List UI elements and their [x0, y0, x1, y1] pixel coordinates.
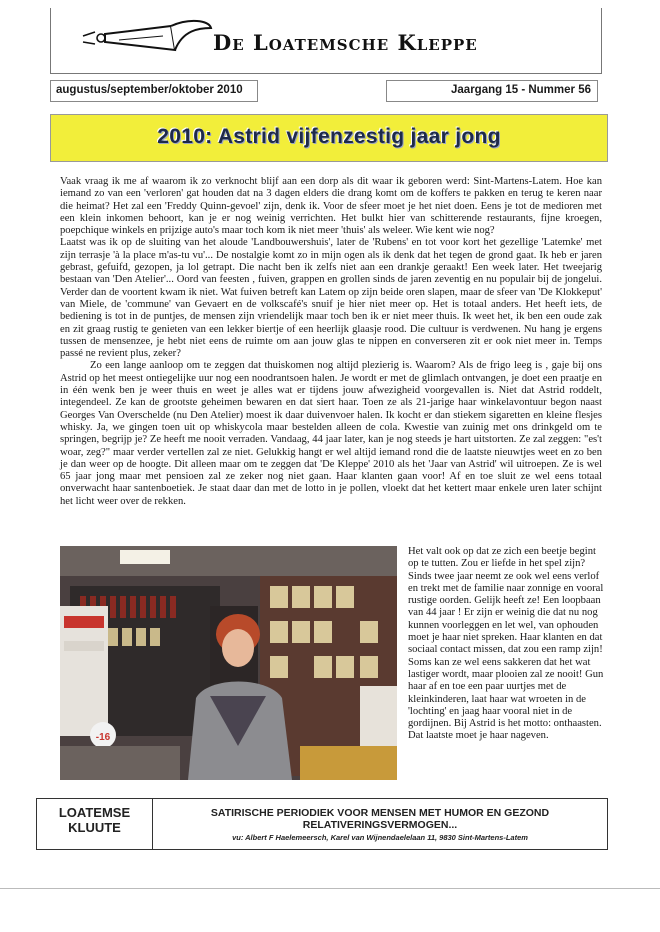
article-paragraph: Laatst was ik op de sluiting van het aloude 'Landbouwershuis', later de 'Rubens' en tot voor kort het gezellige 'Latemke' met zijn terrasje 'à la place m'as-tu vu'... De nostalgie komt zo in mijn ogen als ik denk dat het tegen de grond gaat. Ik heb er jaren gebrast, gefuifd, gezopen, ja lol getrapt. Die nacht ben ik zelfs niet aan een drankje geraakt! Een week later. Het tweejarig bestaan van 'Den Atelier'... Oord van feesten , fuiven, grappen en grollen sinds de jaren zeventig en nu populair bij de jongelui. Verder dan de voortent kwam ik niet. Wat fuiven betreft kan Latem op zijn beide oren slapen, maar de sfeer van 'De Klokkeput' van Miele, de 'commune' van Gevaert en de volkscafé's snuif je hier niet meer op. Het is totaal anders. Het heeft iets, de bediening is tot in de puntjes, de mensen zijn vriendelijk maar toch ben ik er niet meer thuis. Ik weet het, ik ben een oude zak en zit graag rustig te genieten van een lekker biertje of een heerlijk glaasje rood. Die cultuur is verdwenen. Nu hang je ergens tussen de mensenzee, je hebt niet eens de ruimte om aan jouw glas te nippen en converseren zit er ook niet meer in. Temps passé ne revient plus, zeker?	[60, 237, 602, 360]
shop-photo-illustration	[60, 546, 397, 780]
page-divider	[0, 888, 660, 889]
price-sticker: -16	[95, 732, 111, 743]
footer-address: vu: Albert F Haelemeersch, Karel van Wijnendaelelaan 11, 9830 Sint-Martens-Latem	[232, 833, 528, 842]
footer-slogan	[153, 807, 607, 831]
trumpet-icon	[79, 14, 219, 60]
footer-slogan-line1: SATIRISCHE PERIODIEK VOOR MENSEN MET HUMOR EN GEZOND	[210, 807, 550, 819]
issue-volume: Jaargang 15 - Nummer 56	[386, 80, 598, 102]
side-column: Het valt ook op dat ze zich een beetje begint op te tutten. Zou er liefde in het spel zijn? Sinds twee jaar neemt ze ook wel eens verlof en trekt met de familie naar zonnige en vooral rustige oorden. Gelijk heeft ze! Een loopbaan van 44 jaar ! Er zijn er weinig die dat nu nog kunnen voorleggen en let wel, van ophouden moet je haar niet spreken. Haar klanten en dat sociaal contact missen, dat zou een ramp zijn! Soms kan ze wel eens sakkeren dat het wat lastiger wordt, maar plooien zal ze nooit! Gun haar af en toe een paar uurtjes met de kleinkinderen, laat haar wat wroeten in de 'lochting' en jaag haar vooral niet in de gordijnen. Bij Astrid is het motto: onthaasten. Dat laatste moet je haar nageven.	[408, 546, 604, 742]
footer-info	[153, 798, 608, 850]
masthead-title: De Loatemsche Kleppe	[213, 30, 478, 55]
footer-brand-line1: LOATEMSE	[58, 805, 131, 820]
article-paragraph: Zo een lange aanloop om te zeggen dat thuiskomen nog altijd plezierig is. Waarom? Als de frigo leeg is , gaje bij ons Astrid op het meest ontiegelijke uur nog een noodrantsoen halen. Je wordt er met de glimlach ontvangen, je doet een praatje en in één wenk ben je weer thuis en weet je alles wat er tijdens jouw afwezigheid voorgevallen is. Niet dat Astrid roddelt, integendeel. Ze kan de grootste geheimen bewaren en dat siert haar. Toen ze als 21-jarige haar winkelavontuur begon naast Georges Van Overschelde (nu Den Atelier) moest ik daar duivenvoer halen. Ik kocht er dan stiekem sigaretten en kleine flesjes whisky. Ja, we gingen toen uit op whiskycola maar bestelden alleen de cola. Kwestie van zuinig met ons drinkgeld om te springen, begrijp je? Ze heeft me nooit verraden. Vandaag, 44 jaar later, kan je nog steeds je hart uitstorten. Ze zal zeggen: "es't woar, zeg?" maar verder vertellen zal ze niet. Gelukkig hangt er wel altijd iemand rond die de laatste nieuwtjes weet en zo ben je dan weer op de hoogte. Dit alleen maar om te zeggen dat 'De Kleppe' 2010 als het 'Jaar van Astrid' wil uitroepen. Ze is wel 65 jaar jong maar met pensioen zal ze zeker nog niet gaan. Haar klanten gaan voor! Af en toe sluit ze wel eens totaal onverwacht haar santenboetiek. Je staat daar dan met de lotto in je pollen, vloekt dat het kettert maar enkele uren later schijnt het licht weer over de rekken.	[60, 360, 602, 507]
masthead	[50, 8, 602, 74]
footer-slogan-line2: RELATIVERINGSVERMOGEN...	[302, 819, 458, 831]
footer-brand-line2: KLUUTE	[68, 820, 121, 835]
headline: 2010: Astrid vijfenzestig jaar jong	[157, 125, 501, 148]
shop-photo	[60, 546, 397, 780]
issue-period: augustus/september/oktober 2010	[50, 80, 258, 102]
article-body	[60, 176, 602, 508]
article-paragraph: Vaak vraag ik me af waarom ik zo verknocht blijf aan een dorp als dit waar ik geboren werd: Sint-Martens-Latem. Hoe kan iemand zo van een 'verloren' gat houden dat na 3 dagen elders die drang komt om de koffers te pakken en terug te keren naar die heimat? Het zal een 'Freddy Quinn-gevoel' zijn, denk ik. Voor de sfeer moet je het niet doen. Eens je tot de medioren met een klein inkomen behoort, kan je er nog weinig verrichten. Het bulkt hier van schitterende restaurants, fijne kroegen, poepchique winkels en prijzige auto's maar toch kom ik niet meer 'thuis' als weleer. Wie kent wie nog?	[60, 176, 602, 237]
headline-banner	[50, 114, 608, 162]
footer-brand	[36, 798, 153, 850]
